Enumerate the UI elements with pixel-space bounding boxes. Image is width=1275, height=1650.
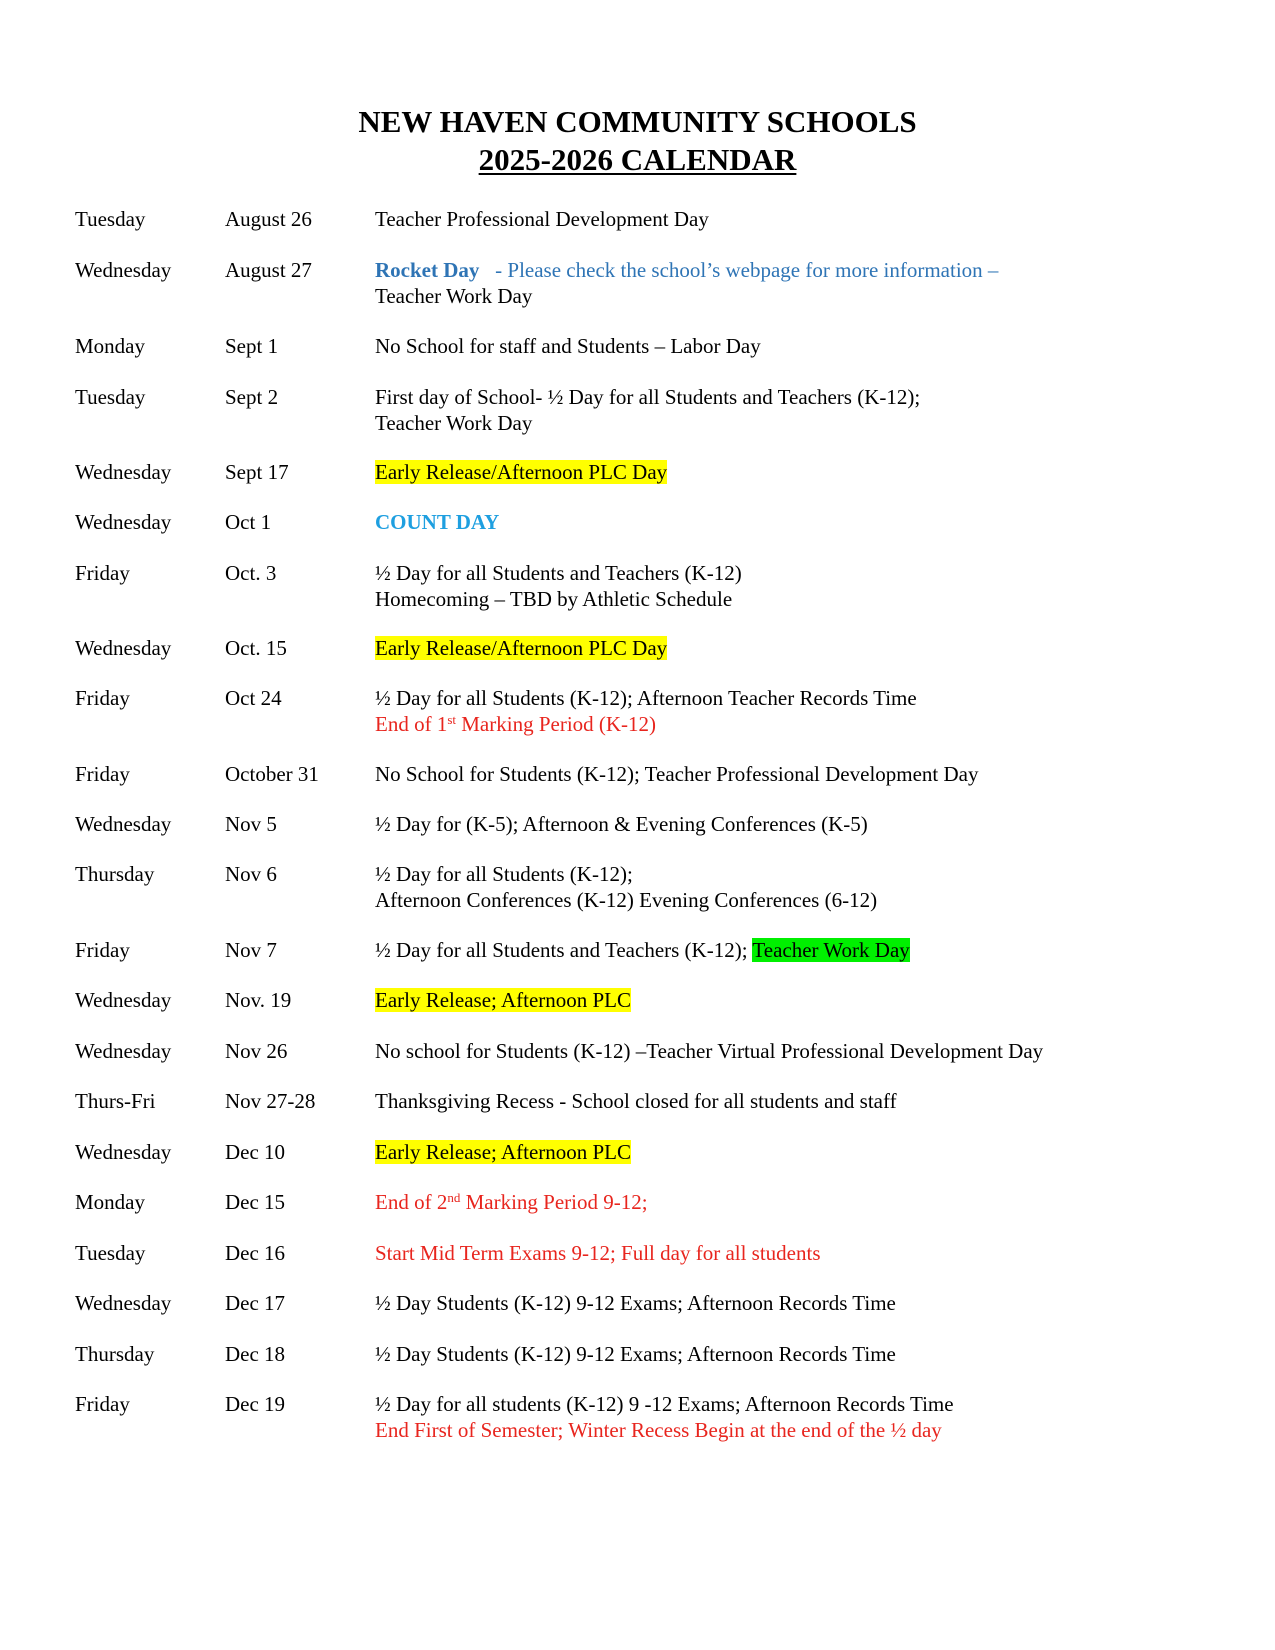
description-line	[375, 685, 917, 711]
row-description	[375, 1240, 821, 1266]
page-title: NEW HAVEN COMMUNITY SCHOOLS	[358, 104, 917, 139]
row-weekday: Tuesday	[75, 385, 146, 409]
row-description	[375, 635, 667, 661]
description-line	[375, 1189, 648, 1215]
description-text: No School for Students (K-12); Teacher Professional Development Day	[375, 762, 979, 786]
description-line	[375, 987, 631, 1013]
description-text: Teacher Work Day	[752, 938, 910, 962]
row-weekday: Friday	[75, 1392, 130, 1416]
description-line	[375, 560, 742, 586]
description-text: Teacher Work Day	[375, 411, 533, 435]
row-weekday: Thursday	[75, 1342, 155, 1366]
description-line	[375, 586, 742, 612]
row-weekday: Wednesday	[75, 812, 172, 836]
description-text: Early Release; Afternoon PLC	[375, 1140, 632, 1164]
description-text: Marking Period (K-12)	[456, 712, 657, 736]
description-text: ½ Day for all Students and Teachers (K-12)	[375, 561, 742, 585]
row-description	[375, 333, 761, 359]
row-description	[375, 685, 917, 737]
row-weekday: Thursday	[75, 862, 155, 886]
description-text: COUNT DAY	[375, 510, 500, 534]
description-text: Early Release; Afternoon PLC	[375, 988, 632, 1012]
row-description	[375, 1139, 631, 1165]
row-weekday: Tuesday	[75, 207, 146, 231]
row-date: Oct. 3	[225, 561, 277, 585]
row-date: August 26	[225, 207, 312, 231]
description-text: Homecoming – TBD by Athletic Schedule	[375, 587, 733, 611]
description-text: Teacher Professional Development Day	[375, 207, 709, 231]
row-description	[375, 937, 910, 963]
description-text: Afternoon Conferences (K-12) Evening Conferences (6-12)	[375, 888, 878, 912]
row-description	[375, 459, 667, 485]
row-date: Dec 10	[225, 1140, 286, 1164]
row-date: Nov 5	[225, 812, 277, 836]
row-date: Oct 1	[225, 510, 272, 534]
page-subtitle	[0, 142, 1275, 178]
description-text: End of 1	[375, 712, 448, 736]
description-text: ½ Day Students (K-12) 9-12 Exams; Afternoon Records Time	[375, 1342, 896, 1366]
description-text: ½ Day Students (K-12) 9-12 Exams; Afternoon Records Time	[375, 1291, 896, 1315]
description-text: Rocket Day	[375, 258, 480, 282]
row-description	[375, 1088, 897, 1114]
ordinal-suffix: st	[447, 712, 456, 727]
description-text: ½ Day for all Students (K-12); Afternoon Teacher Records Time	[375, 686, 917, 710]
description-line	[375, 1139, 631, 1165]
description-text: No School for staff and Students – Labor Day	[375, 334, 761, 358]
row-weekday: Wednesday	[75, 1039, 172, 1063]
description-text: ½ Day for all students (K-12) 9 -12 Exams; Afternoon Records Time	[375, 1392, 954, 1416]
ordinal-suffix: nd	[447, 1190, 461, 1205]
description-line	[375, 459, 667, 485]
row-weekday: Monday	[75, 1190, 145, 1214]
row-description	[375, 1189, 648, 1215]
row-date: Nov. 19	[225, 988, 292, 1012]
description-line	[375, 1038, 1043, 1064]
description-text: Early Release/Afternoon PLC Day	[375, 636, 668, 660]
row-description	[375, 1038, 1043, 1064]
description-text: ½ Day for all Students (K-12);	[375, 862, 633, 886]
description-line	[375, 1391, 954, 1417]
description-line	[375, 887, 877, 913]
description-line	[375, 811, 868, 837]
row-date: Nov 7	[225, 938, 277, 962]
row-description	[375, 811, 868, 837]
description-line	[375, 861, 877, 887]
description-text: - Please check the school’s webpage for more information –	[479, 258, 999, 282]
row-weekday: Wednesday	[75, 988, 172, 1012]
row-weekday: Wednesday	[75, 1140, 172, 1164]
row-date: Oct. 15	[225, 636, 287, 660]
description-line	[375, 509, 499, 535]
row-weekday: Friday	[75, 938, 130, 962]
row-description	[375, 861, 877, 913]
row-description	[375, 1290, 896, 1316]
calendar-year-heading: 2025-2026 CALENDAR	[478, 142, 797, 177]
description-line	[375, 283, 998, 309]
row-weekday: Friday	[75, 762, 130, 786]
row-description	[375, 560, 742, 612]
row-weekday: Wednesday	[75, 460, 172, 484]
row-date: Nov 26	[225, 1039, 288, 1063]
description-text: First day of School- ½ Day for all Students and Teachers (K-12);	[375, 385, 921, 409]
row-weekday: Wednesday	[75, 636, 172, 660]
description-line	[375, 1088, 897, 1114]
row-date: Sept 1	[225, 334, 279, 358]
row-date: Nov 6	[225, 862, 277, 886]
row-description	[375, 384, 920, 436]
row-weekday: Monday	[75, 334, 145, 358]
row-date: Dec 16	[225, 1241, 286, 1265]
row-description	[375, 206, 709, 232]
description-text: ½ Day for (K-5); Afternoon & Evening Conferences (K-5)	[375, 812, 868, 836]
row-date: Sept 2	[225, 385, 279, 409]
row-weekday: Thurs-Fri	[75, 1089, 156, 1113]
description-text: No school for Students (K-12) –Teacher Virtual Professional Development Day	[375, 1039, 1044, 1063]
description-line	[375, 1240, 821, 1266]
row-description	[375, 1391, 954, 1443]
row-date: Nov 27-28	[225, 1089, 316, 1113]
description-line	[375, 333, 761, 359]
description-text: Early Release/Afternoon PLC Day	[375, 460, 668, 484]
description-line	[375, 206, 709, 232]
row-date: Dec 19	[225, 1392, 286, 1416]
row-date: Dec 15	[225, 1190, 286, 1214]
description-line	[375, 1417, 954, 1443]
row-description	[375, 761, 979, 787]
description-line	[375, 1290, 896, 1316]
row-date: Dec 18	[225, 1342, 286, 1366]
row-description	[375, 987, 631, 1013]
row-weekday: Wednesday	[75, 258, 172, 282]
row-weekday: Wednesday	[75, 510, 172, 534]
description-line	[375, 711, 917, 737]
description-line	[375, 1341, 896, 1367]
row-weekday: Friday	[75, 686, 130, 710]
row-date: Sept 17	[225, 460, 289, 484]
description-text: End First of Semester; Winter Recess Begin at the end of the ½ day	[375, 1418, 942, 1442]
row-description	[375, 257, 998, 309]
row-date: Dec 17	[225, 1291, 286, 1315]
row-description	[375, 1341, 896, 1367]
row-description	[375, 509, 499, 535]
description-text: ½ Day for all Students and Teachers (K-12);	[375, 938, 753, 962]
description-text: Start Mid Term Exams 9-12; Full day for all students	[375, 1241, 821, 1265]
description-text: End of 2	[375, 1190, 448, 1214]
description-text: Marking Period 9-12;	[460, 1190, 648, 1214]
description-text: Teacher Work Day	[375, 284, 533, 308]
description-line	[375, 257, 998, 283]
description-text: Thanksgiving Recess - School closed for all students and staff	[375, 1089, 897, 1113]
description-line	[375, 384, 920, 410]
description-line	[375, 937, 910, 963]
description-line	[375, 410, 920, 436]
description-line	[375, 635, 667, 661]
row-date: August 27	[225, 258, 312, 282]
row-date: Oct 24	[225, 686, 282, 710]
row-weekday: Tuesday	[75, 1241, 146, 1265]
row-weekday: Friday	[75, 561, 130, 585]
row-weekday: Wednesday	[75, 1291, 172, 1315]
description-line	[375, 761, 979, 787]
row-date: October 31	[225, 762, 319, 786]
